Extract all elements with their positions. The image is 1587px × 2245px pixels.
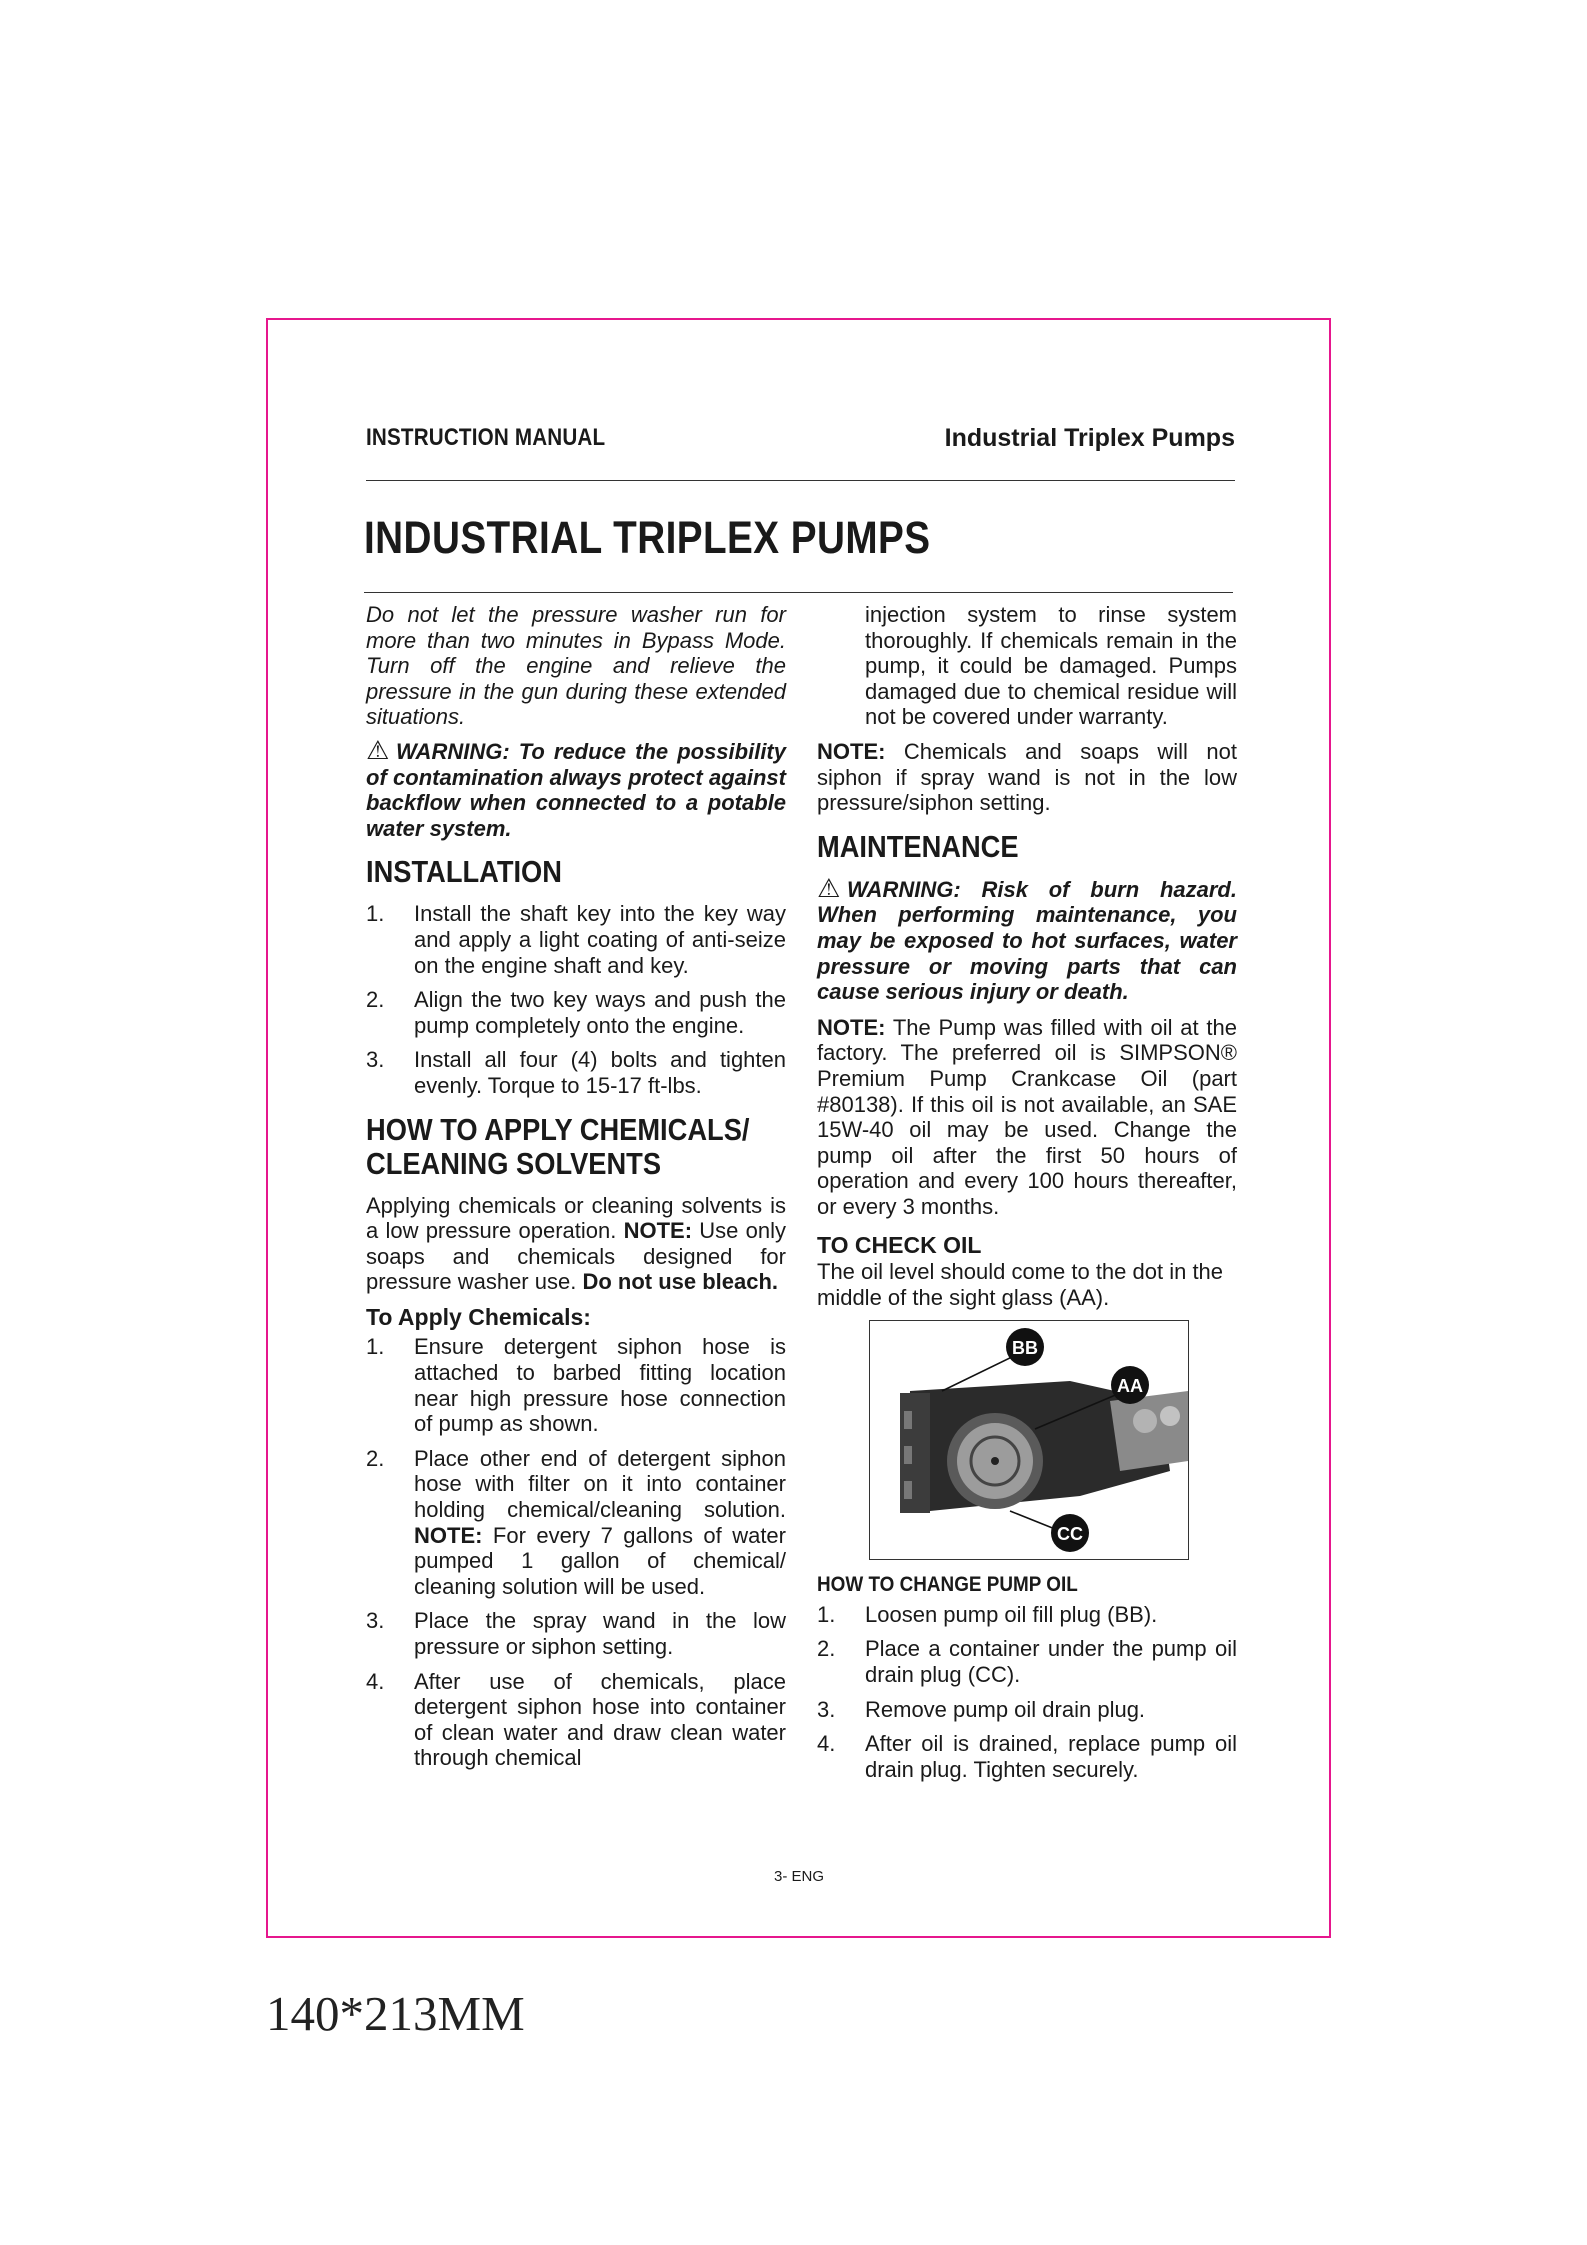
step-number: 1.: [817, 1601, 836, 1627]
step-text: Place the spray wand in the low pressure or siphon setting.: [414, 1608, 786, 1659]
list-item: [366, 1608, 786, 1659]
bleach-warning: Do not use bleach.: [582, 1269, 779, 1295]
step-text: Install all four (4) bolts and tighten evenly. Torque to 15-17 ft-lbs.: [414, 1047, 786, 1098]
step-number: 2.: [817, 1636, 836, 1662]
manifold-fitting: [1133, 1409, 1157, 1433]
step-text: injection system to rinse system thoroughly. If chemicals remain in the pump, it could be damaged. Pumps damaged due to chemical residue will not be covered under warranty.: [865, 602, 1237, 730]
header-left: INSTRUCTION MANUAL: [366, 424, 606, 451]
list-item: [817, 1697, 1237, 1723]
change-oil-heading: HOW TO CHANGE PUMP OIL: [817, 1573, 1078, 1597]
manifold-fitting: [1160, 1406, 1180, 1426]
step-number: 1.: [366, 901, 385, 927]
right-column: [817, 602, 1237, 1791]
step-text: Ensure detergent siphon hose is attached to barbed fitting location near high pressure hose connection of pump as shown.: [414, 1334, 786, 1437]
continued-step: [817, 602, 1237, 730]
step-text: Install the shaft key into the key way and apply a light coating of anti-seize on the engine shaft and key.: [414, 901, 786, 978]
list-item: [817, 602, 1237, 730]
intro-text: Use only soaps and chemicals designed for pressure washer use.: [366, 1218, 786, 1295]
bolt: [904, 1446, 912, 1464]
contamination-warning: [366, 734, 786, 841]
apply-chemicals-subheading: To Apply Chemicals:: [366, 1303, 591, 1330]
bolt: [904, 1411, 912, 1429]
warning-triangle-icon: ⚠: [366, 734, 390, 765]
oil-note: [817, 1015, 1237, 1220]
step-number: 4.: [817, 1731, 836, 1757]
intro-text: Applying chemicals or cleaning solvents is a low pressure operation.: [366, 1192, 786, 1244]
callout-label-aa: AA: [1117, 1376, 1143, 1397]
step-number: 3.: [366, 1608, 385, 1634]
bolt: [904, 1481, 912, 1499]
check-oil-text: The oil level should come to the dot in the middle of the sight glass (AA).: [817, 1259, 1224, 1310]
chemicals-intro: [366, 1193, 786, 1295]
page-title-text: INDUSTRIAL TRIPLEX PUMPS: [364, 512, 931, 563]
list-item: [366, 901, 786, 978]
list-item: [366, 987, 786, 1038]
callout-label-cc: CC: [1057, 1524, 1083, 1545]
list-item: [366, 1047, 786, 1098]
step-text: Place a container under the pump oil drain plug (CC).: [865, 1636, 1237, 1688]
header-right: Industrial Triplex Pumps: [944, 424, 1235, 452]
list-item: [366, 1446, 786, 1600]
note-label: NOTE:: [623, 1218, 693, 1244]
note-label: NOTE:: [817, 1014, 886, 1040]
page-title: [364, 512, 1233, 593]
note-label: NOTE:: [414, 1522, 483, 1548]
pump-illustration: [870, 1321, 1188, 1559]
callout-label-bb: BB: [1012, 1338, 1038, 1359]
chemicals-heading: HOW TO APPLY CHEMICALS/ CLEANING SOLVENTS: [366, 1111, 750, 1181]
list-item: [366, 1669, 786, 1771]
list-item: [817, 1731, 1237, 1782]
step-text: Loosen pump oil fill plug (BB).: [865, 1601, 1158, 1627]
step-number: 4.: [366, 1668, 385, 1694]
page-number: 3- ENG: [774, 1868, 825, 1885]
list-item: [817, 1602, 1237, 1628]
step-number: 2.: [366, 987, 385, 1013]
check-oil-heading: TO CHECK OIL: [817, 1232, 982, 1259]
sight-glass-dot: [991, 1457, 999, 1465]
step-number: 1.: [366, 1334, 385, 1360]
step-text: Place other end of detergent siphon hose with filter on it into container holding chemical/cleaning solution.: [414, 1445, 786, 1523]
list-item: [366, 1334, 786, 1436]
step-number: 3.: [817, 1696, 836, 1722]
step-text: After oil is drained, replace pump oil drain plug. Tighten securely.: [865, 1731, 1237, 1782]
installation-heading: INSTALLATION: [366, 854, 562, 890]
bypass-note: Do not let the pressure washer run for more than two minutes in Bypass Mode. Turn off the engine and relieve the pressure in the gun during these extended situations.: [366, 602, 786, 730]
step-text: Align the two key ways and push the pump completely onto the engine.: [414, 987, 786, 1038]
contamination-warning-text: WARNING: To reduce the possibility of contamination always protect against backflow when connected to a potable water system.: [366, 738, 786, 841]
note-text: The Pump was filled with oil at the factory. The preferred oil is SIMPSON® Premium Pump Crankcase Oil (part #80138). If this oil is not available, an SAE 15W-40 oil may be used. Change the pump oil after the first 50 hours of operation and every 100 hours thereafter, or every 3 months.: [817, 1014, 1237, 1219]
warning-triangle-icon: ⚠: [817, 872, 841, 903]
installation-steps: [366, 901, 786, 1098]
trim-size-label: 140*213MM: [266, 1986, 525, 2041]
step-text: After use of chemicals, place detergent siphon hose into container of clean water and draw clean water through chemical: [414, 1668, 786, 1771]
burn-warning-text: WARNING: Risk of burn hazard. When performing maintenance, you may be exposed to hot surfaces, water pressure or moving parts that can cause serious injury or death.: [817, 876, 1237, 1005]
siphon-note: [817, 739, 1237, 816]
burn-warning: [817, 872, 1237, 1005]
note-label: NOTE:: [817, 738, 886, 764]
maintenance-heading: MAINTENANCE: [817, 828, 1019, 864]
list-item: [817, 1636, 1237, 1687]
apply-chemicals-steps: [366, 1334, 786, 1771]
pump-figure: [869, 1320, 1189, 1560]
left-column: [366, 602, 786, 1780]
running-header: [366, 420, 1235, 481]
step-number: 3.: [366, 1047, 385, 1073]
step-text: For every 7 gallons of water pumped 1 gallon of chemical/ cleaning solution will be used.: [414, 1522, 786, 1599]
note-text: Chemicals and soaps will not siphon if spray wand is not in the low pressure/siphon setting.: [817, 738, 1237, 816]
step-number: 2.: [366, 1445, 385, 1471]
change-oil-steps: [817, 1602, 1237, 1783]
step-text: Remove pump oil drain plug.: [865, 1696, 1146, 1722]
